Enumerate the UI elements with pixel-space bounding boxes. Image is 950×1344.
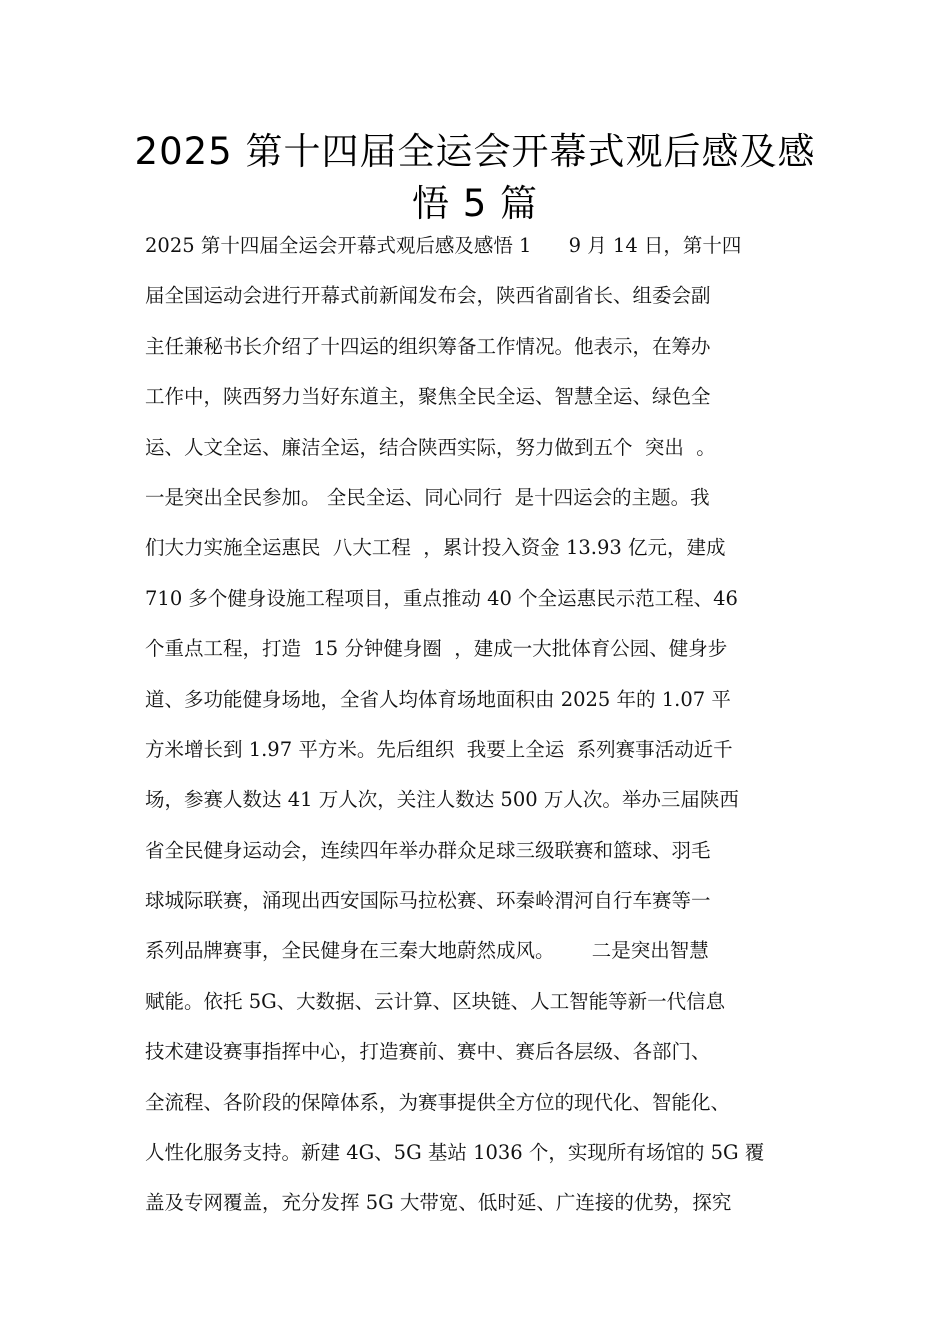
body-line: 场，参赛人数达 41 万人次，关注人数达 500 万人次。举办三届陕西 [145, 788, 739, 812]
body-line: 省全民健身运动会，连续四年举办群众足球三级联赛和篮球、羽毛 [145, 838, 711, 862]
body-line: 道、多功能健身场地，全省人均体育场地面积由 2025 年的 1.07 平 [145, 687, 731, 711]
document-title [120, 126, 830, 230]
body-line: 盖及专网覆盖，充分发挥 5G 大带宽、低时延、广连接的优势，探究 [145, 1191, 732, 1215]
body-line: 运、人文全运、廉洁全运，结合陕西实际，努力做到五个 突出 。 [145, 435, 716, 459]
body-line: 个重点工程，打造 15 分钟健身圈 ，建成一大批体育公园、健身步 [145, 637, 728, 661]
body-line: 球城际联赛，涌现出西安国际马拉松赛、环秦岭渭河自行车赛等一 [145, 889, 711, 913]
document-body [145, 231, 845, 1239]
body-line: 技术建设赛事指挥中心，打造赛前、赛中、赛后各层级、各部门、 [145, 1040, 711, 1064]
title-line-2: 悟 5 篇 [411, 182, 539, 225]
body-line: 2025 第十四届全运会开幕式观后感及感悟 1 9 月 14 日，第十四 [145, 234, 742, 257]
title-line-1: 2025 第十四届全运会开幕式观后感及感 [134, 130, 816, 173]
body-line: 赋能。依托 5G、大数据、云计算、区块链、人工智能等新一代信息 [145, 989, 726, 1013]
body-line: 主任兼秘书长介绍了十四运的组织筹备工作情况。他表示，在筹办 [145, 334, 711, 358]
body-line: 工作中，陕西努力当好东道主，聚焦全民全运、智慧全运、绿色全 [145, 385, 711, 409]
body-line: 人性化服务支持。新建 4G、5G 基站 1036 个，实现所有场馆的 5G 覆 [145, 1141, 765, 1165]
body-line: 方米增长到 1.97 平方米。先后组织 我要上全运 系列赛事活动近千 [145, 737, 733, 761]
body-line: 全流程、各阶段的保障体系，为赛事提供全方位的现代化、智能化、 [145, 1090, 731, 1114]
body-line: 710 多个健身设施工程项目，重点推动 40 个全运惠民示范工程、46 [145, 586, 738, 610]
body-line: 届全国运动会进行开幕式前新闻发布会，陕西省副省长、组委会副 [145, 284, 711, 308]
body-line: 一是突出全民参加。 全民全运、同心同行 是十四运会的主题。我 [145, 485, 710, 509]
body-line: 们大力实施全运惠民 八大工程 ，累计投入资金 13.93 亿元，建成 [145, 536, 726, 560]
body-line: 系列品牌赛事，全民健身在三秦大地蔚然成风。 二是突出智慧 [145, 939, 709, 963]
